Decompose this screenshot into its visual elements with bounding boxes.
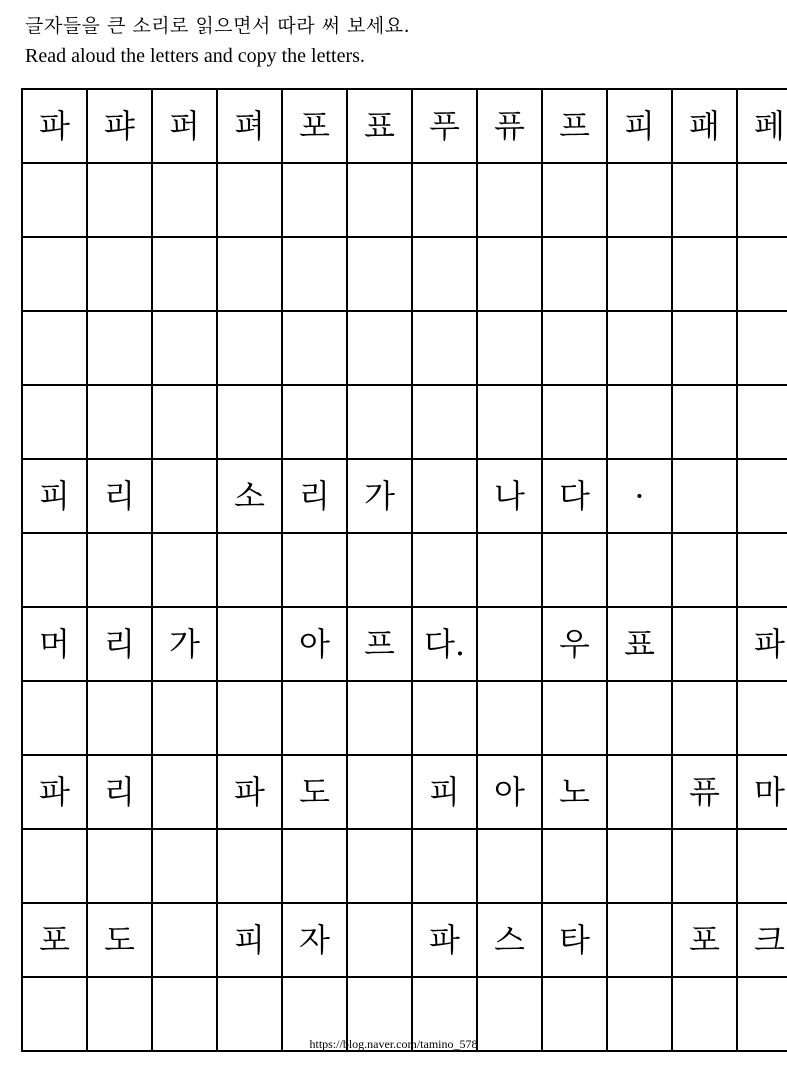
letter-cell: 파 bbox=[22, 755, 87, 829]
letter-cell: 포 bbox=[282, 89, 347, 163]
grid-row bbox=[22, 681, 787, 755]
letter-cell: 가 bbox=[152, 607, 217, 681]
letter-cell: 아 bbox=[477, 755, 542, 829]
grid-row bbox=[22, 829, 787, 903]
practice-cell bbox=[412, 533, 477, 607]
practice-cell bbox=[22, 163, 87, 237]
practice-cell bbox=[22, 311, 87, 385]
letter-cell: 리 bbox=[87, 755, 152, 829]
practice-cell bbox=[672, 311, 737, 385]
practice-cell bbox=[152, 681, 217, 755]
practice-cell bbox=[217, 829, 282, 903]
letter-cell: 퍄 bbox=[87, 89, 152, 163]
letter-cell: 파 bbox=[22, 89, 87, 163]
instruction-english: Read aloud the letters and copy the letters. bbox=[25, 45, 365, 67]
letter-cell: 나 bbox=[477, 459, 542, 533]
practice-cell bbox=[347, 311, 412, 385]
practice-cell bbox=[737, 163, 787, 237]
grid-row bbox=[22, 533, 787, 607]
practice-cell bbox=[22, 237, 87, 311]
grid-row bbox=[22, 311, 787, 385]
practice-cell bbox=[87, 163, 152, 237]
practice-cell bbox=[737, 533, 787, 607]
grid-row bbox=[22, 607, 787, 681]
grid-row bbox=[22, 237, 787, 311]
practice-cell bbox=[672, 459, 737, 533]
practice-cell bbox=[542, 533, 607, 607]
practice-cell bbox=[477, 607, 542, 681]
practice-cell bbox=[22, 829, 87, 903]
letter-cell: 마 bbox=[737, 755, 787, 829]
practice-cell bbox=[152, 533, 217, 607]
letter-cell: 펴 bbox=[217, 89, 282, 163]
letter-cell: 리 bbox=[87, 607, 152, 681]
letter-cell: 퍼 bbox=[152, 89, 217, 163]
letter-cell: · bbox=[607, 459, 672, 533]
practice-cell bbox=[217, 237, 282, 311]
letter-cell: 푸 bbox=[412, 89, 477, 163]
letter-cell: 표 bbox=[347, 89, 412, 163]
letter-cell: 노 bbox=[542, 755, 607, 829]
letter-cell: 스 bbox=[477, 903, 542, 977]
practice-cell bbox=[542, 829, 607, 903]
practice-cell bbox=[217, 607, 282, 681]
practice-cell bbox=[22, 533, 87, 607]
practice-cell bbox=[672, 533, 737, 607]
practice-cell bbox=[347, 681, 412, 755]
practice-cell bbox=[412, 163, 477, 237]
practice-cell bbox=[282, 829, 347, 903]
letter-cell: 리 bbox=[87, 459, 152, 533]
letter-cell: 우 bbox=[542, 607, 607, 681]
practice-cell bbox=[282, 237, 347, 311]
letter-cell: 표 bbox=[607, 607, 672, 681]
practice-cell bbox=[217, 163, 282, 237]
letter-cell: 다 bbox=[542, 459, 607, 533]
practice-cell bbox=[152, 903, 217, 977]
practice-cell bbox=[412, 829, 477, 903]
practice-cell bbox=[217, 385, 282, 459]
practice-cell bbox=[87, 681, 152, 755]
letter-cell: 크 bbox=[737, 903, 787, 977]
practice-cell bbox=[607, 311, 672, 385]
letter-cell: 타 bbox=[542, 903, 607, 977]
practice-cell bbox=[672, 681, 737, 755]
practice-cell bbox=[477, 533, 542, 607]
practice-cell bbox=[87, 533, 152, 607]
practice-cell bbox=[477, 829, 542, 903]
letter-cell: 소 bbox=[217, 459, 282, 533]
practice-cell bbox=[737, 459, 787, 533]
letter-cell: 프 bbox=[347, 607, 412, 681]
grid-row bbox=[22, 755, 787, 829]
practice-cell bbox=[87, 385, 152, 459]
letter-cell: 프 bbox=[542, 89, 607, 163]
practice-cell bbox=[152, 385, 217, 459]
practice-cell bbox=[282, 311, 347, 385]
practice-cell bbox=[152, 163, 217, 237]
letter-cell: 포 bbox=[672, 903, 737, 977]
practice-cell bbox=[607, 755, 672, 829]
practice-cell bbox=[152, 755, 217, 829]
letter-cell: 퓨 bbox=[477, 89, 542, 163]
letter-cell: 파 bbox=[412, 903, 477, 977]
practice-cell bbox=[282, 681, 347, 755]
practice-cell bbox=[87, 237, 152, 311]
practice-cell bbox=[347, 829, 412, 903]
letter-cell: 피 bbox=[607, 89, 672, 163]
practice-cell bbox=[282, 385, 347, 459]
practice-cell bbox=[542, 237, 607, 311]
letter-cell: 패 bbox=[672, 89, 737, 163]
practice-cell bbox=[347, 237, 412, 311]
practice-cell bbox=[347, 755, 412, 829]
practice-cell bbox=[347, 533, 412, 607]
practice-cell bbox=[152, 311, 217, 385]
practice-cell bbox=[542, 681, 607, 755]
practice-cell bbox=[22, 681, 87, 755]
practice-cell bbox=[607, 163, 672, 237]
grid-row bbox=[22, 459, 787, 533]
letter-cell: 페 bbox=[737, 89, 787, 163]
practice-cell bbox=[672, 829, 737, 903]
practice-cell bbox=[737, 385, 787, 459]
grid-row bbox=[22, 163, 787, 237]
practice-cell bbox=[412, 311, 477, 385]
grid-row bbox=[22, 89, 787, 163]
practice-cell bbox=[87, 311, 152, 385]
practice-cell bbox=[477, 237, 542, 311]
practice-cell bbox=[412, 385, 477, 459]
practice-cell bbox=[607, 533, 672, 607]
practice-cell bbox=[477, 163, 542, 237]
practice-cell bbox=[477, 385, 542, 459]
letter-cell: 퓨 bbox=[672, 755, 737, 829]
practice-cell bbox=[87, 829, 152, 903]
letter-cell: 가 bbox=[347, 459, 412, 533]
practice-cell bbox=[477, 681, 542, 755]
practice-cell bbox=[672, 163, 737, 237]
grid-row bbox=[22, 385, 787, 459]
letter-cell: 자 bbox=[282, 903, 347, 977]
practice-cell bbox=[217, 311, 282, 385]
practice-cell bbox=[282, 163, 347, 237]
writing-practice-grid bbox=[21, 88, 787, 1052]
practice-cell bbox=[152, 237, 217, 311]
practice-cell bbox=[607, 681, 672, 755]
practice-cell bbox=[412, 237, 477, 311]
practice-cell bbox=[282, 533, 347, 607]
practice-cell bbox=[737, 311, 787, 385]
practice-cell bbox=[542, 163, 607, 237]
practice-cell bbox=[607, 903, 672, 977]
instruction-korean: 글자들을 큰 소리로 읽으면서 따라 써 보세요. bbox=[25, 15, 411, 37]
practice-cell bbox=[477, 311, 542, 385]
practice-cell bbox=[607, 385, 672, 459]
letter-cell: 파 bbox=[217, 755, 282, 829]
letter-cell: 리 bbox=[282, 459, 347, 533]
practice-cell bbox=[737, 237, 787, 311]
practice-cell bbox=[347, 385, 412, 459]
practice-cell bbox=[22, 385, 87, 459]
practice-cell bbox=[217, 533, 282, 607]
letter-cell: 머 bbox=[22, 607, 87, 681]
practice-cell bbox=[412, 681, 477, 755]
practice-cell bbox=[672, 237, 737, 311]
letter-cell: 파 bbox=[737, 607, 787, 681]
grid-row bbox=[22, 903, 787, 977]
practice-cell bbox=[607, 237, 672, 311]
practice-cell bbox=[737, 829, 787, 903]
practice-cell bbox=[152, 829, 217, 903]
practice-cell bbox=[217, 681, 282, 755]
practice-cell bbox=[347, 903, 412, 977]
practice-cell bbox=[347, 163, 412, 237]
practice-cell bbox=[152, 459, 217, 533]
footer-url: https://blog.naver.com/tamino_578 bbox=[309, 1037, 478, 1051]
letter-cell: 피 bbox=[412, 755, 477, 829]
letter-cell: 피 bbox=[22, 459, 87, 533]
practice-cell bbox=[737, 681, 787, 755]
practice-cell bbox=[542, 311, 607, 385]
letter-cell: 아 bbox=[282, 607, 347, 681]
letter-cell: 포 bbox=[22, 903, 87, 977]
letter-cell: 다. bbox=[412, 607, 477, 681]
practice-cell bbox=[542, 385, 607, 459]
letter-cell: 도 bbox=[282, 755, 347, 829]
practice-cell bbox=[672, 607, 737, 681]
practice-cell bbox=[672, 385, 737, 459]
practice-cell bbox=[412, 459, 477, 533]
letter-cell: 피 bbox=[217, 903, 282, 977]
practice-cell bbox=[607, 829, 672, 903]
letter-cell: 도 bbox=[87, 903, 152, 977]
